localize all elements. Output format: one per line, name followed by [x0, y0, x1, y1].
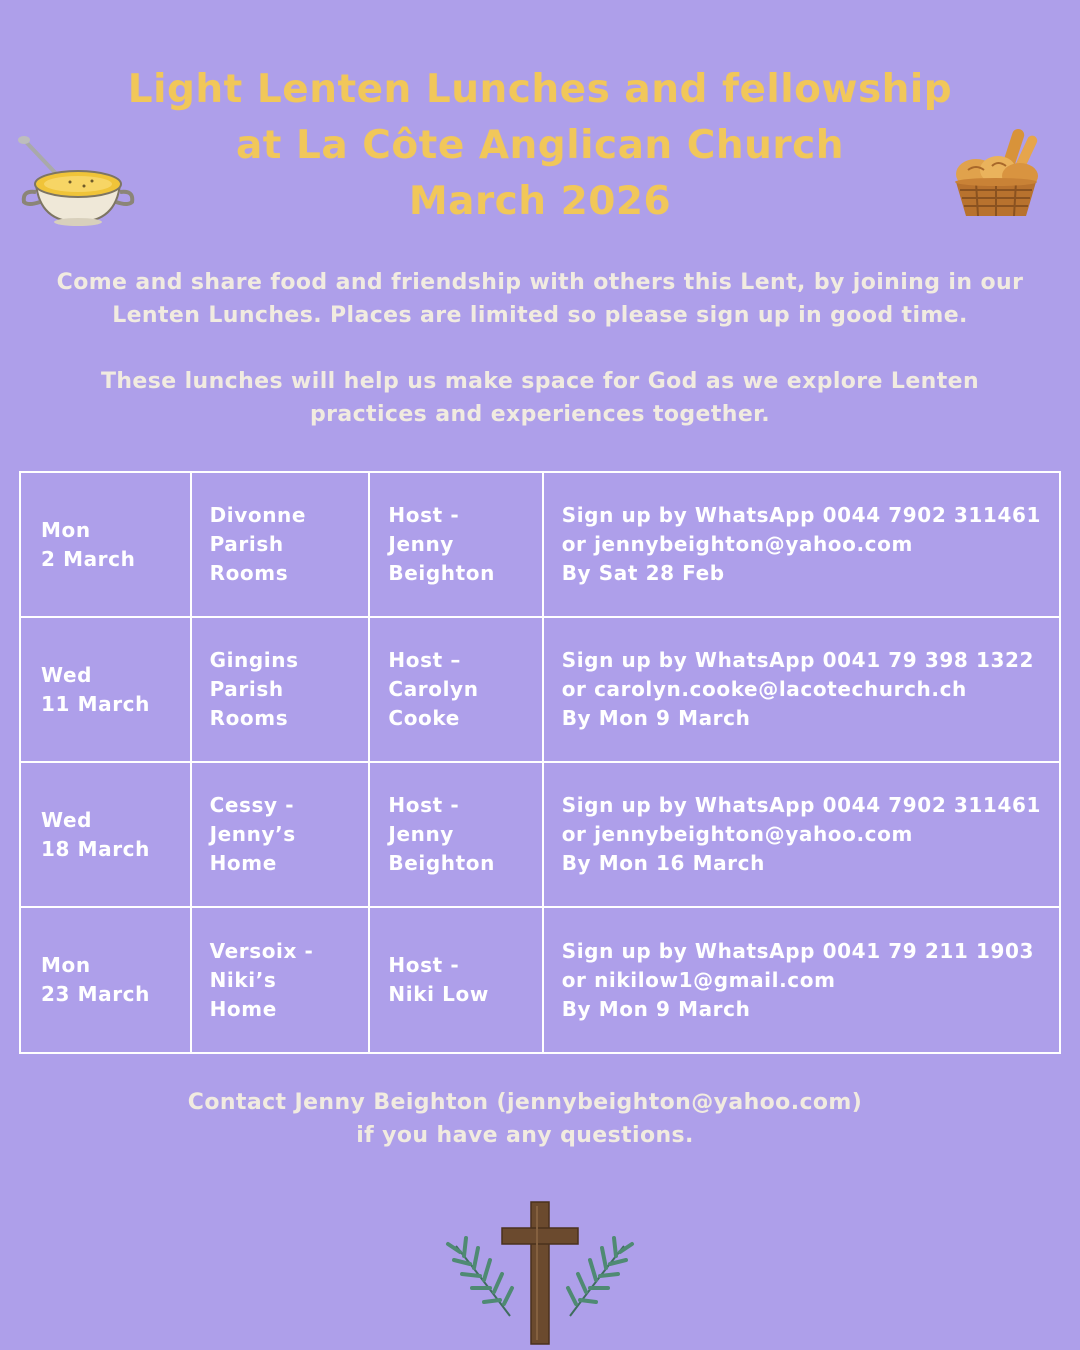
venue-cell-line: Home [209, 996, 277, 1021]
signup-cell-line: or jennybeighton@yahoo.com [561, 532, 913, 556]
host-cell-line: Niki Low [388, 982, 489, 1006]
intro-line: practices and experiences together. [309, 402, 771, 427]
bread-basket-icon [948, 124, 1044, 224]
date-cell-line: Wed [41, 807, 93, 832]
signup-cell-line: By Mon 9 March [561, 996, 751, 1021]
date-cell [20, 907, 191, 1053]
signup-cell-line: Sign up by WhatsApp 0044 7902 311461 [561, 793, 1041, 817]
venue-cell-line: Divonne [209, 503, 307, 527]
date-cell-line: 18 March [41, 836, 150, 861]
title-line-2: at La Côte Anglican Church [235, 123, 845, 168]
venue-cell-line: Rooms [209, 706, 289, 730]
contact-line: if you have any questions. [356, 1123, 694, 1148]
venue-cell-line: Home [209, 851, 277, 875]
signup-cell-line: Sign up by WhatsApp 0041 79 398 1322 [561, 648, 1035, 672]
cross-with-palms-icon [440, 1196, 640, 1346]
venue-cell-line: Cessy - [209, 793, 295, 817]
contact-line: Contact Jenny Beighton (jennybeighton@yahoo.com) [187, 1090, 863, 1115]
host-cell [369, 762, 542, 907]
date-cell-line: 2 March [41, 546, 136, 571]
venue-cell-line: Versoix - [209, 938, 314, 963]
host-cell [369, 617, 542, 762]
host-cell-line: Cooke [388, 706, 460, 730]
signup-cell-line: By Mon 9 March [561, 706, 751, 730]
lunch-schedule-table [19, 471, 1061, 1054]
signup-cell-line: Sign up by WhatsApp 0041 79 211 1903 [561, 938, 1035, 963]
host-cell-line: Jenny [388, 532, 454, 556]
host-cell-line: Host - [388, 953, 460, 977]
host-cell-line: Carolyn [388, 677, 479, 701]
palm-right-icon [568, 1238, 632, 1316]
host-cell-line: Host - [388, 503, 460, 527]
intro-line: Lenten Lunches. Places are limited so please sign up in good time. [112, 303, 968, 328]
intro-line: Come and share food and friendship with others this Lent, by joining in our [56, 270, 1024, 295]
soup-bowl-icon [14, 132, 142, 228]
title-line-3: March 2026 [408, 179, 672, 224]
date-cell-line: 11 March [41, 691, 150, 716]
date-cell [20, 762, 191, 907]
intro-line: These lunches will help us make space for God as we explore Lenten [100, 369, 980, 394]
host-cell-line: Host – [388, 648, 461, 672]
venue-cell-line: Parish [209, 532, 284, 556]
signup-cell-line: Sign up by WhatsApp 0044 7902 311461 [561, 503, 1041, 527]
venue-cell-line: Gingins [209, 648, 299, 672]
venue-cell-line: Niki’s [209, 967, 277, 992]
cross-icon [502, 1202, 578, 1344]
date-cell [20, 617, 191, 762]
intro-paragraph-2 [20, 365, 1060, 431]
intro-paragraph-1 [20, 266, 1060, 332]
host-cell-line: Beighton [388, 561, 495, 585]
venue-cell-line: Parish [209, 677, 284, 701]
title-line-1: Light Lenten Lunches and fellowship [127, 67, 953, 112]
signup-cell-line: or nikilow1@gmail.com [561, 967, 836, 992]
signup-cell-line: By Mon 16 March [561, 851, 765, 875]
date-cell-line: Mon [41, 517, 91, 542]
signup-cell [543, 617, 1060, 762]
date-cell-line: 23 March [41, 982, 150, 1006]
signup-cell [543, 472, 1060, 617]
signup-cell [543, 907, 1060, 1053]
contact-note [0, 1086, 1050, 1152]
table-row [20, 762, 1060, 907]
host-cell-line: Jenny [388, 822, 454, 846]
host-cell-line: Beighton [388, 851, 495, 875]
venue-cell [191, 472, 370, 617]
page-title [0, 62, 1080, 230]
venue-cell [191, 907, 370, 1053]
table-row [20, 907, 1060, 1053]
table-row [20, 617, 1060, 762]
venue-cell [191, 617, 370, 762]
table-row [20, 472, 1060, 617]
signup-cell-line: or jennybeighton@yahoo.com [561, 822, 913, 846]
palm-left-icon [448, 1238, 512, 1316]
venue-cell-line: Rooms [209, 561, 289, 585]
date-cell-line: Wed [41, 662, 93, 687]
signup-cell [543, 762, 1060, 907]
host-cell [369, 907, 542, 1053]
host-cell-line: Host - [388, 793, 460, 817]
date-cell-line: Mon [41, 953, 91, 977]
signup-cell-line: By Sat 28 Feb [561, 561, 725, 585]
venue-cell-line: Jenny’s [209, 822, 296, 846]
date-cell [20, 472, 191, 617]
venue-cell [191, 762, 370, 907]
signup-cell-line: or carolyn.cooke@lacotechurch.ch [561, 677, 967, 701]
host-cell [369, 472, 542, 617]
